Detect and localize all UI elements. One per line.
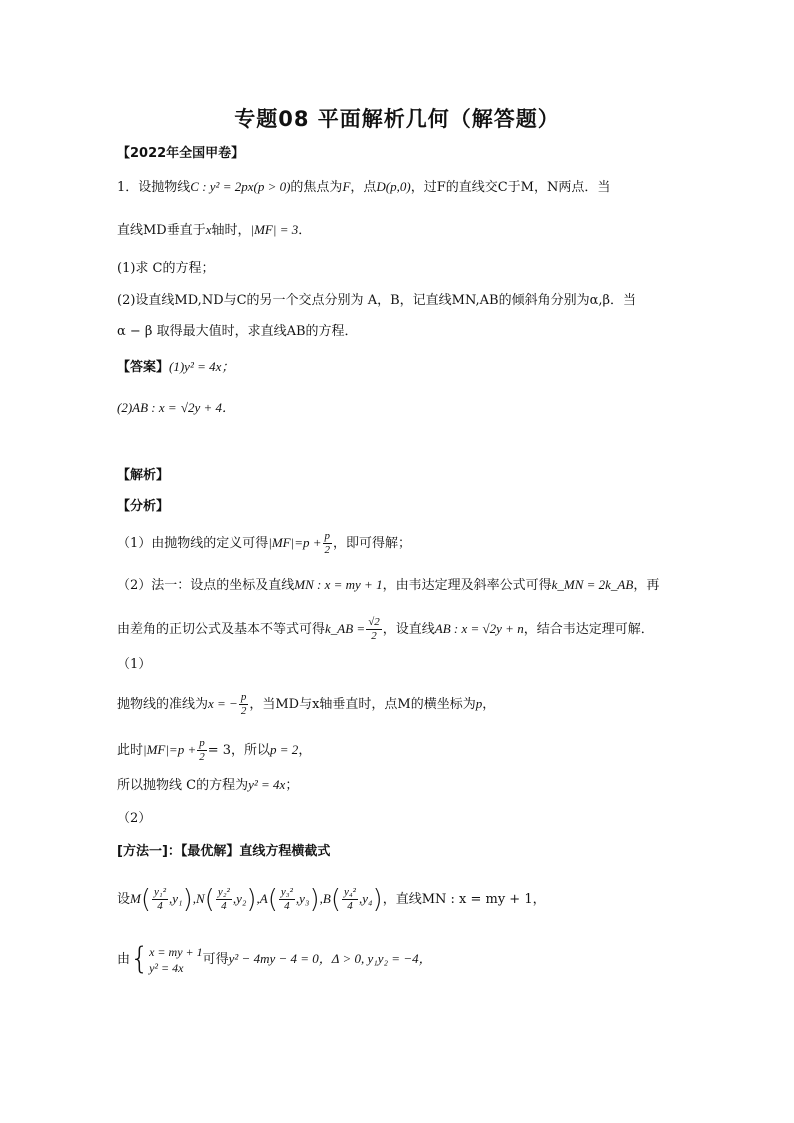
period: ． [298, 223, 312, 238]
answer-label: 【答案】 [117, 360, 170, 375]
fraction-numerator: p [199, 737, 205, 749]
obtain-text: 可得 [202, 952, 229, 967]
directrix-mid: ，当MD与x轴垂直时，点M的横坐标为 [249, 697, 476, 712]
directrix-lead: 抛物线的准线为 [117, 697, 209, 712]
directrix-end: ， [482, 697, 496, 712]
step-2-lead: （2）法一：设点的坐标及直线 [117, 578, 295, 593]
mn-line-def: ，直线MN : x = my + 1， [382, 892, 546, 907]
text-point: ，点 [350, 180, 377, 195]
A-y: ,y₃ [295, 891, 310, 906]
mf-mid: = 3，所以 [207, 743, 271, 758]
directrix-fraction [239, 691, 249, 718]
text-line-intersect: ，过F的直线交C于M，N两点．当 [410, 180, 611, 195]
point-B: ,B [319, 891, 331, 906]
analysis-step-3 [117, 616, 684, 643]
quadratic-eq: y² − 4my − 4 = 0 [228, 951, 319, 966]
N-y: ,y₂ [232, 891, 247, 906]
set-lead: 设 [117, 892, 131, 907]
problem-number: 1．设抛物线 [117, 180, 191, 195]
parabola-equation: C : y² = 2px(p > 0) [190, 179, 291, 194]
problem-line-2 [117, 220, 684, 241]
analysis-step-1 [117, 530, 684, 557]
mf-end: ， [298, 743, 312, 758]
analysis-sub-label: 【分析】 [117, 499, 170, 514]
step-1-end: ，即可得解； [333, 536, 412, 551]
text-focus: 的焦点为 [290, 180, 343, 195]
fraction-denominator: 2 [199, 751, 205, 763]
m-abscissa: p [475, 696, 483, 711]
mf-fraction [197, 737, 207, 764]
system-eq-2: y² = 4x [149, 960, 184, 975]
step-3-mid: ，设直线 [382, 622, 435, 637]
text-md-perp: 直线MD垂直于 [117, 223, 206, 238]
fraction-denominator: 4 [221, 900, 227, 912]
answer-line-1 [117, 357, 684, 378]
fraction-denominator: 2 [240, 705, 247, 717]
result-lead: 所以抛物线 C的方程为 [117, 778, 249, 793]
answer-1: (1)y² = 4x； [169, 359, 235, 374]
from-lead: 由 [117, 952, 131, 967]
M-y: ,y₁ [169, 891, 183, 906]
mf-eq: |MF|=p + [143, 742, 197, 757]
slope-relation: k_MN = 2k_AB [551, 577, 634, 592]
discriminant-vieta: ，Δ > 0, y₁y₂ = −4， [318, 951, 432, 966]
system-line: 由{ x = my + 1 y² = 4x 可得y² − 4my − 4 = 0，Δ > 0, y₁y₂ = −4， [117, 941, 432, 977]
point-coordinates: 设M( $\frac{\text{y₁²}}{4}$ ,y₁),N( $\frac{\text{y₂²}}{4}$ ,y₂),A( $\frac{\text{y₃²}}{4}$ ,y₃),B( $\frac{\text{y₄²}}{4}$ ,y₄)，直线MN : x = my + 1， [117, 884, 546, 915]
problem-line-1 [117, 177, 684, 198]
fraction-numerator: y₁² [154, 886, 167, 898]
fraction-denominator: 2 [371, 630, 377, 642]
step-1-fraction [323, 530, 333, 557]
fraction-denominator: 4 [157, 900, 163, 912]
p-value: p = 2 [270, 742, 299, 757]
fraction-denominator: 2 [324, 544, 330, 556]
answer-2-lead: (2)AB : x = [117, 400, 177, 415]
parabola-result [117, 775, 684, 796]
method-heading: [方法一]：【最优解】直线方程横截式 [117, 844, 331, 859]
fraction-numerator: p [240, 691, 247, 703]
line-ab-equation: AB : x = √2y + n [434, 621, 524, 636]
point-M: M [130, 891, 141, 906]
result-end: ； [285, 778, 299, 793]
mf-line [117, 737, 684, 764]
page-title: 专题08 平面解析几何（解答题） [234, 107, 560, 131]
fraction-numerator: y₃² [280, 886, 293, 898]
question-2-line-2: α − β 取得最大值时，求直线AB的方程． [117, 324, 358, 339]
M-fraction [152, 886, 168, 913]
line-mn-equation: MN : x = my + 1 [294, 577, 383, 592]
slope-ab: k_AB = [325, 621, 366, 636]
step-2-mid: ，由韦达定理及斜率公式可得 [382, 578, 552, 593]
equation-system [149, 944, 203, 976]
part-2-label: （2） [117, 811, 152, 826]
N-fraction [216, 886, 232, 913]
answer-2-rest: √2y + 4． [180, 400, 235, 415]
mf-equation: |MF| = 3 [250, 222, 299, 237]
fraction-numerator: p [324, 530, 330, 542]
point-D: D(p,0) [376, 179, 411, 194]
directrix-eq: x = − [208, 696, 238, 711]
system-eq-1: x = my + 1 [149, 944, 203, 959]
step-1-lead: （1）由抛物线的定义可得 [117, 536, 269, 551]
source-label: 【2022年全国甲卷】 [117, 146, 245, 161]
directrix-line [117, 691, 684, 718]
point-A: ,A [256, 891, 268, 906]
step-2-end: ，再 [633, 578, 660, 593]
text-axis: 轴时， [211, 223, 251, 238]
focus-F: F [342, 179, 351, 194]
B-y: ,y₄ [358, 891, 373, 906]
fraction-denominator: 4 [284, 900, 290, 912]
question-2-line-1: (2)设直线MD,ND与C的另一个交点分别为 A，B，记直线MN,AB的倾斜角分别为α,β．当 [117, 293, 636, 308]
step-1-eq: |MF|=p + [268, 535, 322, 550]
x-axis-symbol: x [205, 222, 212, 237]
question-1: (1)求 C的方程； [117, 261, 215, 276]
analysis-label: 【解析】 [117, 468, 170, 483]
fraction-denominator: 4 [347, 900, 353, 912]
mf-lead: 此时 [117, 743, 144, 758]
analysis-step-2 [117, 575, 684, 596]
step-3-lead: 由差角的正切公式及基本不等式可得 [117, 622, 326, 637]
B-fraction [342, 886, 358, 913]
slope-ab-fraction [366, 616, 382, 643]
step-3-end: ，结合韦达定理可解． [523, 622, 654, 637]
result-eq: y² = 4x [248, 777, 286, 792]
fraction-numerator: y₄² [343, 886, 356, 898]
point-N: ,N [192, 891, 205, 906]
answer-line-2 [117, 398, 684, 419]
fraction-numerator: y₂² [217, 886, 230, 898]
A-fraction [279, 886, 295, 913]
fraction-numerator: √2 [368, 616, 380, 628]
part-1-label: （1） [117, 657, 152, 672]
